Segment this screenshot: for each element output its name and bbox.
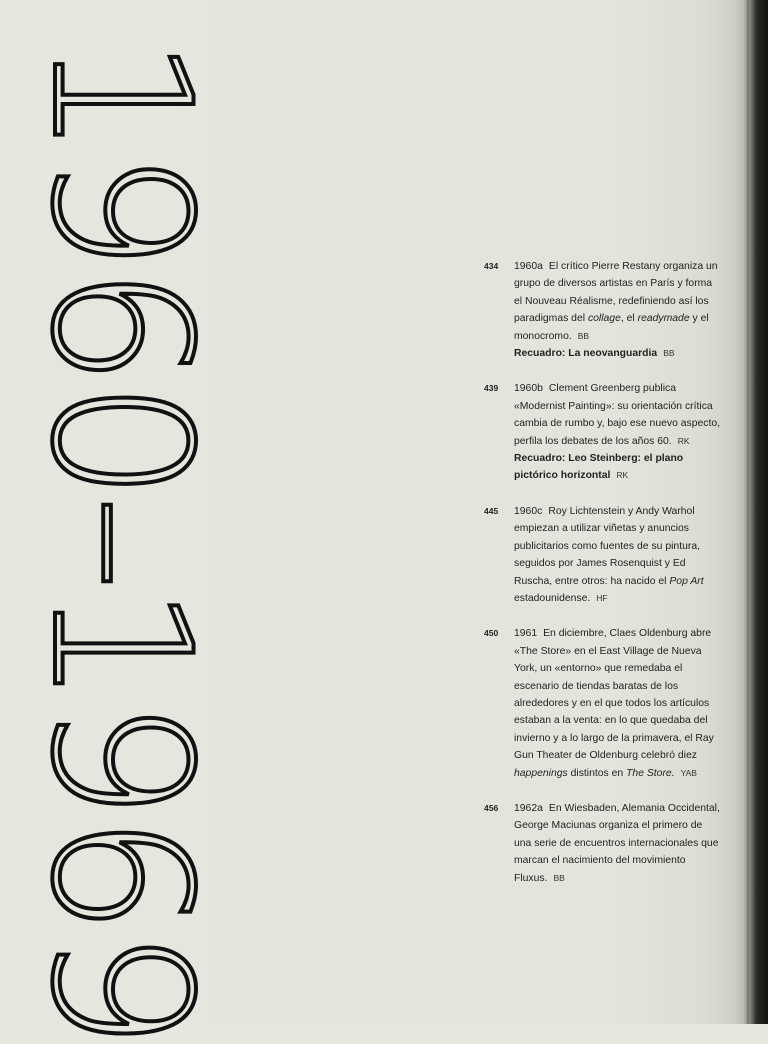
- author-initials: RK: [677, 435, 690, 446]
- sidebar-box-reference: [514, 450, 720, 485]
- timeline-entries: [484, 258, 720, 905]
- author-initials: BB: [577, 330, 590, 341]
- entry-label: 1960b: [514, 383, 543, 395]
- entry-page-number: 450: [484, 628, 499, 639]
- entry-text: Roy Lichtenstein y Andy Warhol empiezan a utilizar viñetas y anuncios publicitarios como fuentes de su pintura, seguidos por James Rosenquist y Ed Ruscha, entre otros: ha nacido el: [514, 505, 700, 587]
- entry-page-number: 439: [484, 383, 499, 394]
- entry-text: Clement Greenberg publica «Modernist Painting»: su orientación crítica cambia de rumbo y, bajo ese nuevo aspecto, perfila los debates de los años 60.: [514, 383, 721, 447]
- entry-text: readymade: [637, 313, 690, 325]
- entry-label: 1960c: [514, 505, 543, 517]
- entry-text: Pop Art: [669, 575, 704, 587]
- entry-text: collage: [587, 313, 621, 325]
- box-title: Recuadro: La neovanguardia: [514, 348, 658, 360]
- author-initials: BB: [553, 872, 565, 883]
- entry-text: En Wiesbaden, Alemania Occidental, George Maciunas organiza el primero de una serie de encuentros internacionales que marcan el nacimiento del movimiento Fluxus.: [514, 802, 720, 884]
- entry-label: 1961: [514, 628, 538, 640]
- author-initials: HF: [596, 592, 608, 603]
- timeline-entry: [484, 503, 720, 607]
- entry-text: El crítico Pierre Restany organiza un grupo de diversos artistas en París y forma el Nouveau Réalisme, redefiniendo así los paradigmas del: [514, 261, 718, 325]
- entry-page-number: 434: [484, 261, 499, 271]
- entry-text: estadounidense.: [514, 592, 591, 604]
- timeline-entry: [484, 800, 720, 887]
- sidebar-box-reference: [514, 345, 720, 362]
- entry-text: happenings: [514, 767, 568, 779]
- decade-title: 1960–1969: [10, 35, 231, 1044]
- entry-page-number: 456: [484, 802, 499, 813]
- box-initials: RK: [616, 470, 629, 481]
- entry-label: 1960a: [514, 261, 543, 272]
- author-initials: YAB: [680, 767, 697, 778]
- entry-text: , el: [620, 313, 638, 325]
- timeline-entry: [484, 380, 720, 484]
- box-initials: BB: [663, 348, 675, 359]
- entry-text: The Store.: [626, 767, 675, 779]
- timeline-entry: [484, 258, 720, 362]
- book-spine-shadow: [735, 0, 749, 1024]
- entry-text: En diciembre, Claes Oldenburg abre «The Store» en el East Village de Nueva York, un «entorno» que remedaba el escenario de tiendas baratas de los alrededores y en el que todos los artículos estaban a la venta: en lo que quedaba del invierno y a lo largo de la primavera, el Ray Gun Theater de Oldenburg celebró diez: [514, 628, 714, 762]
- box-title: Recuadro: Leo Steinberg: el plano pictórico horizontal: [514, 453, 684, 482]
- timeline-entry: [484, 625, 720, 782]
- entry-page-number: 445: [484, 505, 499, 516]
- entry-label: 1962a: [514, 802, 543, 814]
- entry-text: y el monocromo.: [514, 313, 709, 342]
- entry-text: distintos en: [567, 767, 627, 779]
